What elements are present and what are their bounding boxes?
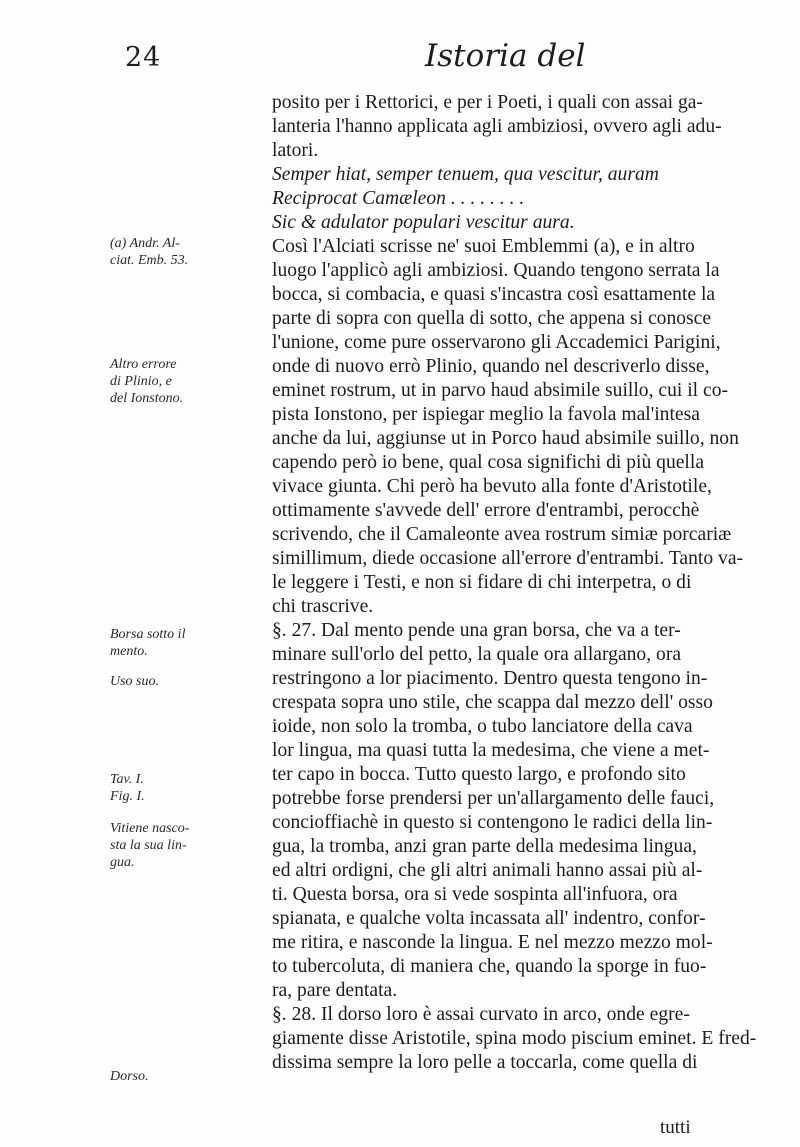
text-line: latori.	[272, 140, 319, 161]
text-line: bocca, si combacia, e quasi s'incastra così esattamente la	[272, 284, 716, 305]
body-text	[272, 91, 757, 1075]
margin-note: Vitiene nasco- sta la sua lin- gua.	[110, 821, 190, 870]
text-line: luogo l'applicò agli ambiziosi. Quando tengono serrata la	[272, 260, 720, 281]
catchword: tutti	[660, 1117, 691, 1138]
text-line: capendo però io bene, qual cosa significhi di più quella	[272, 452, 705, 473]
text-line: restringono a lor piacimento. Dentro questa tengono in-	[272, 668, 708, 689]
text-line: crespata sopra uno stile, che scappa dal mezzo dell' osso	[272, 692, 713, 713]
text-line: anche da lui, aggiunse ut in Porco haud absimile suillo, non	[272, 428, 739, 449]
text-line: Semper hiat, semper tenuem, qua vescitur, auram	[272, 164, 659, 185]
page-number: 24	[125, 42, 162, 73]
text-line: ed altri ordigni, che gli altri animali hanno assai più al-	[272, 860, 703, 881]
text-line: Così l'Alciati scrisse ne' suoi Emblemmi (a), e in altro	[272, 236, 695, 257]
text-line: ra, pare dentata.	[272, 980, 398, 1001]
text-line: ter capo in bocca. Tutto questo largo, e profondo sito	[272, 764, 686, 785]
text-line: dissima sempre la loro pelle a toccarla, come quella di	[272, 1052, 698, 1073]
margin-note: Borsa sotto il mento.	[110, 627, 186, 659]
margin-note: Uso suo.	[110, 674, 160, 689]
text-line: Reciprocat Camæleon . . . . . . . .	[272, 188, 525, 209]
text-line: le leggere i Testi, e non si fidare di chi interpetra, o di	[272, 572, 692, 593]
text-line: onde di nuovo errò Plinio, quando nel descriverlo disse,	[272, 356, 710, 377]
text-line: posito per i Rettorici, e per i Poeti, i quali con assai ga-	[272, 92, 703, 113]
text-line: §. 27. Dal mento pende una gran borsa, che va a ter-	[272, 620, 681, 641]
text-line: spianata, e qualche volta incassata all' indentro, confor-	[272, 908, 706, 929]
text-line: ioide, non solo la tromba, o tubo lanciatore della cava	[272, 716, 693, 737]
text-line: minare sull'orlo del petto, la quale ora allargano, ora	[272, 644, 682, 665]
text-line: eminet rostrum, ut in parvo haud absimile suillo, cui il co-	[272, 380, 729, 401]
text-line: lor lingua, ma quasi tutta la medesima, che viene a met-	[272, 740, 710, 761]
text-line: giamente disse Aristotile, spina modo piscium eminet. E fred-	[272, 1028, 757, 1049]
text-line: parte di sopra con quella di sotto, che appena si conosce	[272, 308, 712, 329]
text-line: lanteria l'hanno applicata agli ambiziosi, ovvero agli adu-	[272, 116, 722, 137]
text-line: concioffiachè in questo si contengono le radici della lin-	[272, 812, 713, 833]
margin-note: (a) Andr. Al- ciat. Emb. 53.	[110, 236, 189, 268]
text-line: ti. Questa borsa, ora si vede sospinta all'infuora, ora	[272, 884, 678, 905]
margin-note: Altro errore di Plinio, e del Ionstono.	[110, 357, 184, 406]
margin-note: Tav. I. Fig. I.	[110, 772, 145, 804]
text-line: potrebbe forse prendersi per un'allargamento delle fauci,	[272, 788, 715, 809]
text-line: chi trascrive.	[272, 596, 374, 617]
text-line: l'unione, come pure osservarono gli Accademici Parigini,	[272, 332, 721, 353]
text-line: gua, la tromba, anzi gran parte della medesima lingua,	[272, 836, 697, 857]
text-line: Sic & adulator populari vescitur aura.	[272, 212, 575, 233]
margin-note: Dorso.	[110, 1069, 149, 1084]
text-line: pista Ionstono, per ispiegar meglio la favola mal'intesa	[272, 404, 700, 425]
running-head: Istoria del	[425, 38, 586, 74]
text-line: ottimamente s'avvede dell' errore d'entrambi, perocchè	[272, 500, 700, 521]
text-line: me ritira, e nasconde la lingua. E nel mezzo mezzo mol-	[272, 932, 713, 953]
text-line: vivace giunta. Chi però ha bevuto alla fonte d'Aristotile,	[272, 476, 712, 497]
text-line: to tubercoluta, di maniera che, quando la sporge in fuo-	[272, 956, 707, 977]
text-line: scrivendo, che il Camaleonte avea rostrum simiæ porcariæ	[272, 524, 732, 545]
text-line: §. 28. Il dorso loro è assai curvato in arco, onde egre-	[272, 1004, 690, 1025]
text-line: simillimum, diede occasione all'errore d'entrambi. Tanto va-	[272, 548, 744, 569]
